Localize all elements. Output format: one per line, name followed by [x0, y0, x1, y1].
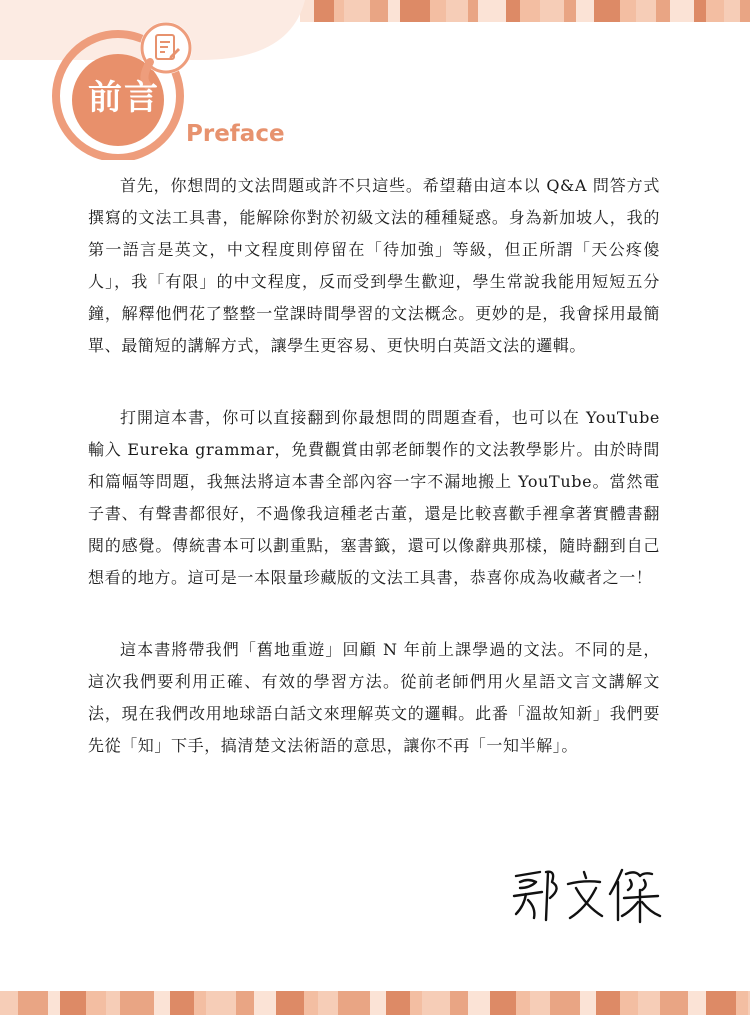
stripe-segment [410, 991, 422, 1015]
stripe-segment [276, 991, 304, 1015]
stripe-segment [318, 991, 338, 1015]
stripe-segment [446, 0, 468, 22]
stripe-segment [236, 991, 254, 1015]
stripe-segment [170, 991, 194, 1015]
paragraph: 打開這本書，你可以直接翻到你最想問的問題查看，也可以在 YouTube 輸入 Eureka grammar，免費觀賞由郭老師製作的文法教學影片。由於時間和篇幅等問題，我無法將這本書全部內容一字不漏地搬上 YouTube。當然電子書、有聲書都很好，不過像我這種老古董，還是比較喜歡手裡拿著實體書翻閱的感覺。傳統書本可以劃重點，塞書籤，還可以像辭典那樣，隨時翻到自己想看的地方。這可是一本限量珍藏版的文法工具書，恭喜你成為收藏者之一！ [88, 408, 660, 587]
stripe-segment [120, 991, 154, 1015]
stripe-segment [48, 991, 60, 1015]
stripe-segment [0, 991, 18, 1015]
stripe-segment [400, 0, 430, 22]
preface-body [88, 170, 660, 802]
stripe-segment [694, 0, 706, 22]
stripe-segment [656, 0, 670, 22]
stripe-segment [430, 0, 446, 22]
stripe-segment [490, 991, 516, 1015]
stripe-segment [386, 991, 410, 1015]
stripe-segment [194, 991, 206, 1015]
stripe-segment [550, 991, 580, 1015]
stripe-segment [620, 991, 638, 1015]
stripe-segment [388, 0, 400, 22]
stripe-segment [106, 991, 120, 1015]
stripe-segment [638, 991, 660, 1015]
stripe-segment [468, 991, 490, 1015]
page-subtitle: Preface [186, 121, 285, 147]
stripe-segment [706, 991, 736, 1015]
note-icon [148, 30, 184, 66]
paragraph: 首先，你想問的文法問題或許不只這些。希望藉由這本以 Q&A 問答方式撰寫的文法工具書，能解除你對於初級文法的種種疑惑。身為新加坡人，我的第一語言是英文，中文程度則停留在「待加強」等級，但正所謂「天公疼傻人」，我「有限」的中文程度，反而受到學生歡迎，學生常說我能用短短五分鐘，解釋他們花了整整一堂課時間學習的文法概念。更妙的是，我會採用最簡單、最簡短的講解方式，讓學生更容易、更快明白英語文法的邏輯。 [88, 176, 660, 355]
stripe-segment [540, 0, 564, 22]
stripe-segment [688, 991, 706, 1015]
stripe-segment [530, 991, 550, 1015]
bottom-decorative-stripes [0, 991, 750, 1015]
stripe-segment [580, 991, 596, 1015]
stripe-segment [304, 991, 318, 1015]
author-signature [506, 858, 666, 928]
stripe-segment [254, 991, 276, 1015]
stripe-segment [370, 991, 386, 1015]
page-title: 前言 [88, 78, 160, 118]
stripe-segment [520, 0, 540, 22]
stripe-segment [660, 991, 688, 1015]
stripe-segment [636, 0, 656, 22]
stripe-segment [594, 0, 620, 22]
stripe-segment [154, 991, 170, 1015]
stripe-segment [338, 991, 370, 1015]
paragraph: 這本書將帶我們「舊地重遊」回顧 N 年前上課學過的文法。不同的是，這次我們要利用正確、有效的學習方法。從前老師們用火星語文言文講解文法，現在我們改用地球語白話文來理解英文的邏輯。此番「溫故知新」我們要先從「知」下手，搞清楚文法術語的意思，讓你不再「一知半解」。 [88, 640, 660, 755]
stripe-segment [596, 991, 620, 1015]
stripe-segment [740, 0, 750, 22]
stripe-segment [468, 0, 478, 22]
stripe-segment [576, 0, 594, 22]
stripe-segment [86, 991, 106, 1015]
top-decorative-stripes [300, 0, 750, 22]
stripe-segment [620, 0, 636, 22]
stripe-segment [706, 0, 724, 22]
stripe-segment [370, 0, 388, 22]
stripe-segment [736, 991, 748, 1015]
stripe-segment [506, 0, 520, 22]
stripe-segment [564, 0, 576, 22]
stripe-segment [60, 991, 86, 1015]
stripe-segment [478, 0, 506, 22]
stripe-segment [206, 991, 236, 1015]
stripe-segment [18, 991, 48, 1015]
stripe-segment [422, 991, 450, 1015]
stripe-segment [450, 991, 468, 1015]
stripe-segment [314, 0, 334, 22]
stripe-segment [334, 0, 344, 22]
stripe-segment [670, 0, 694, 22]
stripe-segment [516, 991, 530, 1015]
stripe-segment [724, 0, 740, 22]
stripe-segment [344, 0, 370, 22]
